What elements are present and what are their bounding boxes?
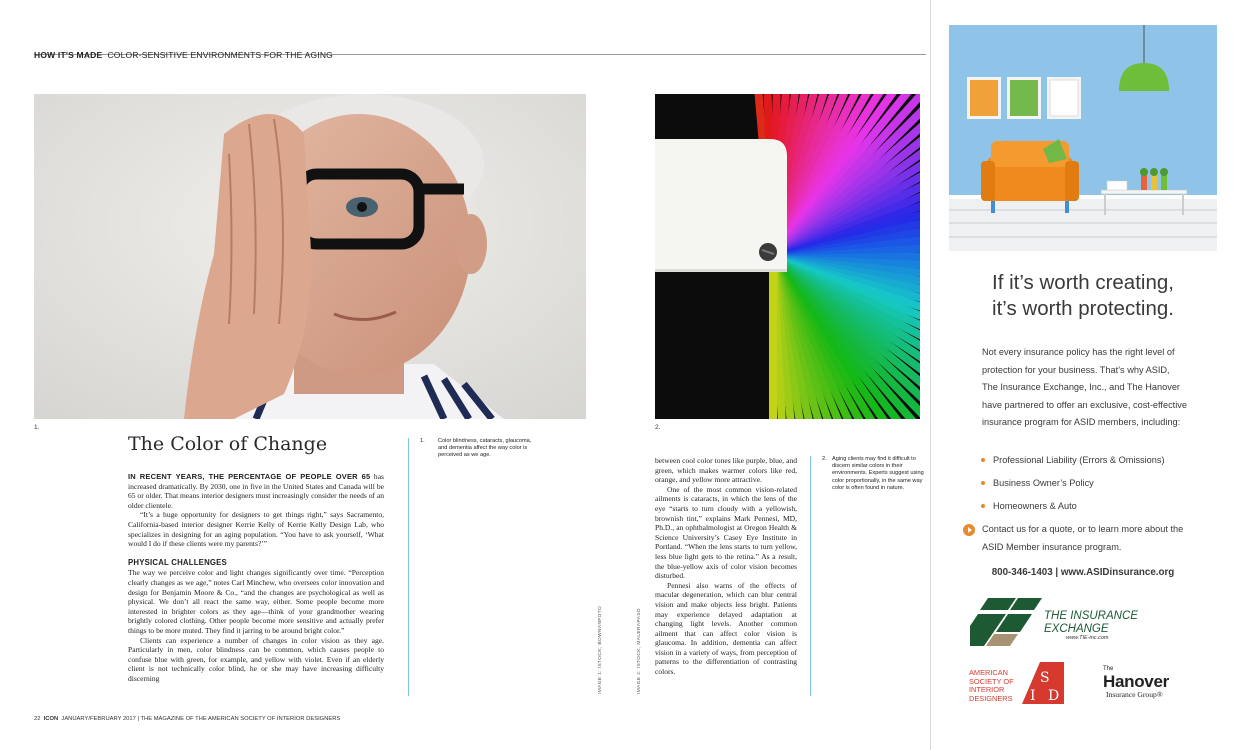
insurance-exchange-name: THE INSURANCE EXCHANGE www.TIE-inc.com (1044, 610, 1138, 641)
svg-text:D: D (1048, 688, 1060, 704)
issue-date: JANUARY/FEBRUARY 2017 (61, 716, 136, 722)
running-header (34, 43, 926, 60)
list-item: Business Owner’s Policy (978, 475, 1165, 498)
photo-man-covering-eye (34, 94, 586, 419)
list-item: Homeowners & Auto (978, 498, 1165, 521)
paragraph-3: The way we perceive color and light changes significantly over time. “Perception clearly changes as we age,” notes Carl Minchew, who oversees color innovation and design for Benjamin Moore & Co., “and the changes are psychological as well as physical. We don’t all react the same way, either. Some people become more interested in brighter colors as they age—think of your grandmother wearing brightly colored clothing. Other people become more sensitive and actually prefer things to be more muted. They find it jarring to be around bright color.” (128, 568, 384, 635)
list-item: Professional Liability (Errors & Omissions) (978, 452, 1165, 475)
ad-coverage-list (978, 452, 1165, 521)
page-number: 22 (34, 716, 41, 722)
ad-divider (930, 0, 931, 750)
photo-credit-2: IMAGE 2: ISTOCK, MALERAPASO (637, 607, 642, 694)
section-title: COLOR-SENSITIVE ENVIRONMENTS FOR THE AGING (107, 50, 333, 60)
col2-paragraph-2: One of the most common vision-related ailments is cataracts, in which the lens of the eye “starts to turn cloudy with a yellowish, brownish tint,” explains Mark Pennesi, MD, Ph.D., an ophthalmologist at Oregon Health & Science University’s Casey Eye Institute in Portland. “When the lens starts to turn yellow, less blue light gets to the retina.” As a result, the blue-yellow axis of color vision becomes disturbed. (655, 484, 797, 581)
figure-2-label: 2. (655, 424, 661, 431)
ad-headline: If it’s worth creating, it’s worth protecting. (992, 271, 1174, 320)
hanover-logo: The Hanover Insurance Group® (1103, 666, 1169, 699)
section-label: HOW IT'S MADE (34, 50, 103, 60)
svg-text:S: S (1040, 670, 1050, 686)
lead-paragraph: IN RECENT YEARS, THE PERCENTAGE OF PEOPLE OVER 65 has increased dramatically. By 2030, one in five in the United States and Canada will be 65 or older. That means interior designers must increasingly consider the needs of an older clientele. (128, 472, 384, 510)
page-footer (34, 716, 340, 722)
magazine-name: ICON (43, 716, 59, 722)
ad-body-text: Not every insurance policy has the right level of protection for your business. That’s why ASID, The Insurance Exchange, Inc., and The Hanover have partnered to offer an exclusive, cost-effective insurance program for ASID members, including: (982, 347, 1187, 427)
col2-paragraph-1: between cool color tones like purple, blue, and green, which makes warmer colors like red, orange, and yellow more attractive. (655, 456, 797, 485)
article-column-1 (128, 472, 384, 683)
article-column-2 (655, 456, 797, 677)
asid-logo-icon (1018, 660, 1066, 706)
caption-2: 2. Aging clients may find it difficult to discern similar colors in their environments. Experts suggest using color proportionally, in the same way color is often found in nature. (822, 456, 924, 491)
caption-rule-2 (810, 456, 811, 696)
ad-contact-callout: Contact us for a quote, or to learn more about the ASID Member insurance program. (963, 521, 1193, 556)
subhead-physical-challenges: PHYSICAL CHALLENGES (128, 557, 227, 567)
ie-url: www.TIE-inc.com (1066, 635, 1109, 641)
asid-name: AMERICAN SOCIETY OF INTERIOR DESIGNERS (969, 668, 1014, 703)
arrow-right-icon (963, 524, 975, 536)
ad-photo-living-room (949, 25, 1217, 251)
insurance-exchange-logo-icon (970, 596, 1044, 648)
paragraph-4: Clients can experience a number of changes in color vision as they age. Particularly in men, color blindness can be common, which causes people to confuse blue with green, for example, and yellow with violet. Even if an elderly client is not technically color blind, he or she may have increasing difficulty discerning (128, 635, 384, 683)
photo-color-swatch-fan (655, 94, 920, 419)
col2-paragraph-3: Pennesi also warns of the effects of macular degeneration, which can blur central vision and make objects less bright. Patients may experience delayed adaptation at changing light levels. Another common ailment that can affect color vision is glaucoma. In addition, dementia can affect vision in a variety of ways, from perception of patterns to the differentiation of contrasting colors. (655, 580, 797, 677)
article-title: The Color of Change (128, 433, 328, 455)
paragraph-2: “It’s a huge opportunity for designers to get things right,” says Sacramento, California-based interior designer Kerrie Kelly of Kerrie Kelly Design Lab, who specializes in designing for an aging population. “You have to ask yourself, ‘What would I do if these clients were my parents?’” (128, 510, 384, 549)
figure-1-label: 1. (34, 424, 40, 431)
swatch-strip (769, 251, 777, 419)
caption-rule-1 (408, 438, 409, 696)
ad-phone-website[interactable]: 800-346-1403 | www.ASIDinsurance.org (991, 567, 1175, 578)
caption-1: 1. Color blindness, cataracts, glaucoma, and dementia affect the way color is perceived as we age. (420, 438, 532, 459)
photo-credit-1: IMAGE 1: ISTOCK, BOWNANFOTO (598, 605, 603, 694)
footer-tagline: | THE MAGAZINE OF THE AMERICAN SOCIETY OF INTERIOR DESIGNERS (137, 716, 341, 722)
svg-text:I: I (1030, 688, 1036, 704)
